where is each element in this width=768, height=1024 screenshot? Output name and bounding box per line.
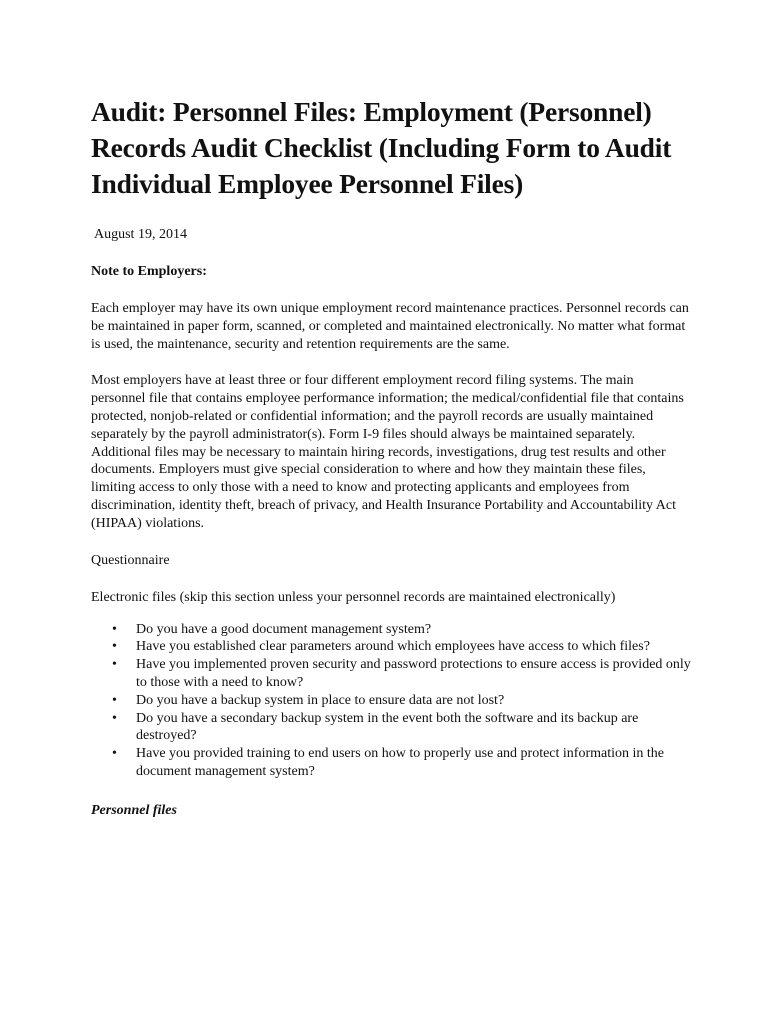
document-page: [91, 94, 691, 820]
bullet-icon: •: [112, 710, 117, 726]
list-item: [91, 745, 696, 781]
bullet-icon: •: [112, 621, 117, 637]
electronic-files-intro: Electronic files (skip this section unless your personnel records are maintained electronically): [91, 589, 616, 605]
intro-paragraph: Each employer may have its own unique employment record maintenance practices. Personnel records can be maintained in paper form, scanned, or completed and maintained electronically. No matter what format is used, the maintenance, security and retention requirements are the same.: [91, 301, 689, 352]
note-to-employers-heading: Note to Employers:: [91, 264, 207, 279]
question-text: Have you provided training to end users on how to properly use and protect information in the document management system?: [136, 746, 664, 779]
question-text: Have you implemented proven security and password protections to ensure access is provided only to those with a need to know?: [136, 657, 691, 690]
question-text: Do you have a secondary backup system in the event both the software and its backup are destroyed?: [136, 710, 639, 744]
publication-date: August 19, 2014: [94, 227, 187, 242]
filing-systems-paragraph: Most employers have at least three or four different employment record filing systems. The main personnel file that contains employee performance information; the medical/confidential file that contains protected, nonjob-related or confidential information; and the payroll records are usually maintained separately by the payroll administrator(s). Form I-9 files should always be maintained separately. Additional files may be necessary to maintain hiring records, investigations, drug test results and other documents. Employers must give special consideration to where and how they maintain these files, limiting access to only those with a need to know and protecting applicants and employees from discrimination, identity theft, breach of privacy, and Health Insurance Portability and Accountability Act (HIPAA) violations.: [91, 373, 684, 531]
document-title: Audit: Personnel Files: Employment (Personnel) Records Audit Checklist (Including Form to Audit Individual Employee Personnel Files): [91, 96, 672, 199]
question-text: Do you have a backup system in place to ensure data are not lost?: [136, 692, 505, 708]
list-item: [91, 710, 696, 746]
questionnaire-label: Questionnaire: [91, 552, 170, 568]
electronic-files-question-list: [91, 621, 691, 781]
list-item: [91, 638, 696, 656]
list-item: [91, 692, 696, 710]
list-item: [91, 656, 696, 692]
personnel-files-heading: Personnel files: [91, 802, 177, 818]
bullet-icon: •: [112, 657, 117, 673]
question-text: Have you established clear parameters around which employees have access to which files?: [136, 639, 650, 655]
bullet-icon: •: [112, 746, 117, 762]
bullet-icon: •: [112, 692, 117, 708]
question-text: Do you have a good document management system?: [136, 621, 432, 637]
list-item: [91, 621, 696, 639]
bullet-icon: •: [112, 639, 117, 655]
